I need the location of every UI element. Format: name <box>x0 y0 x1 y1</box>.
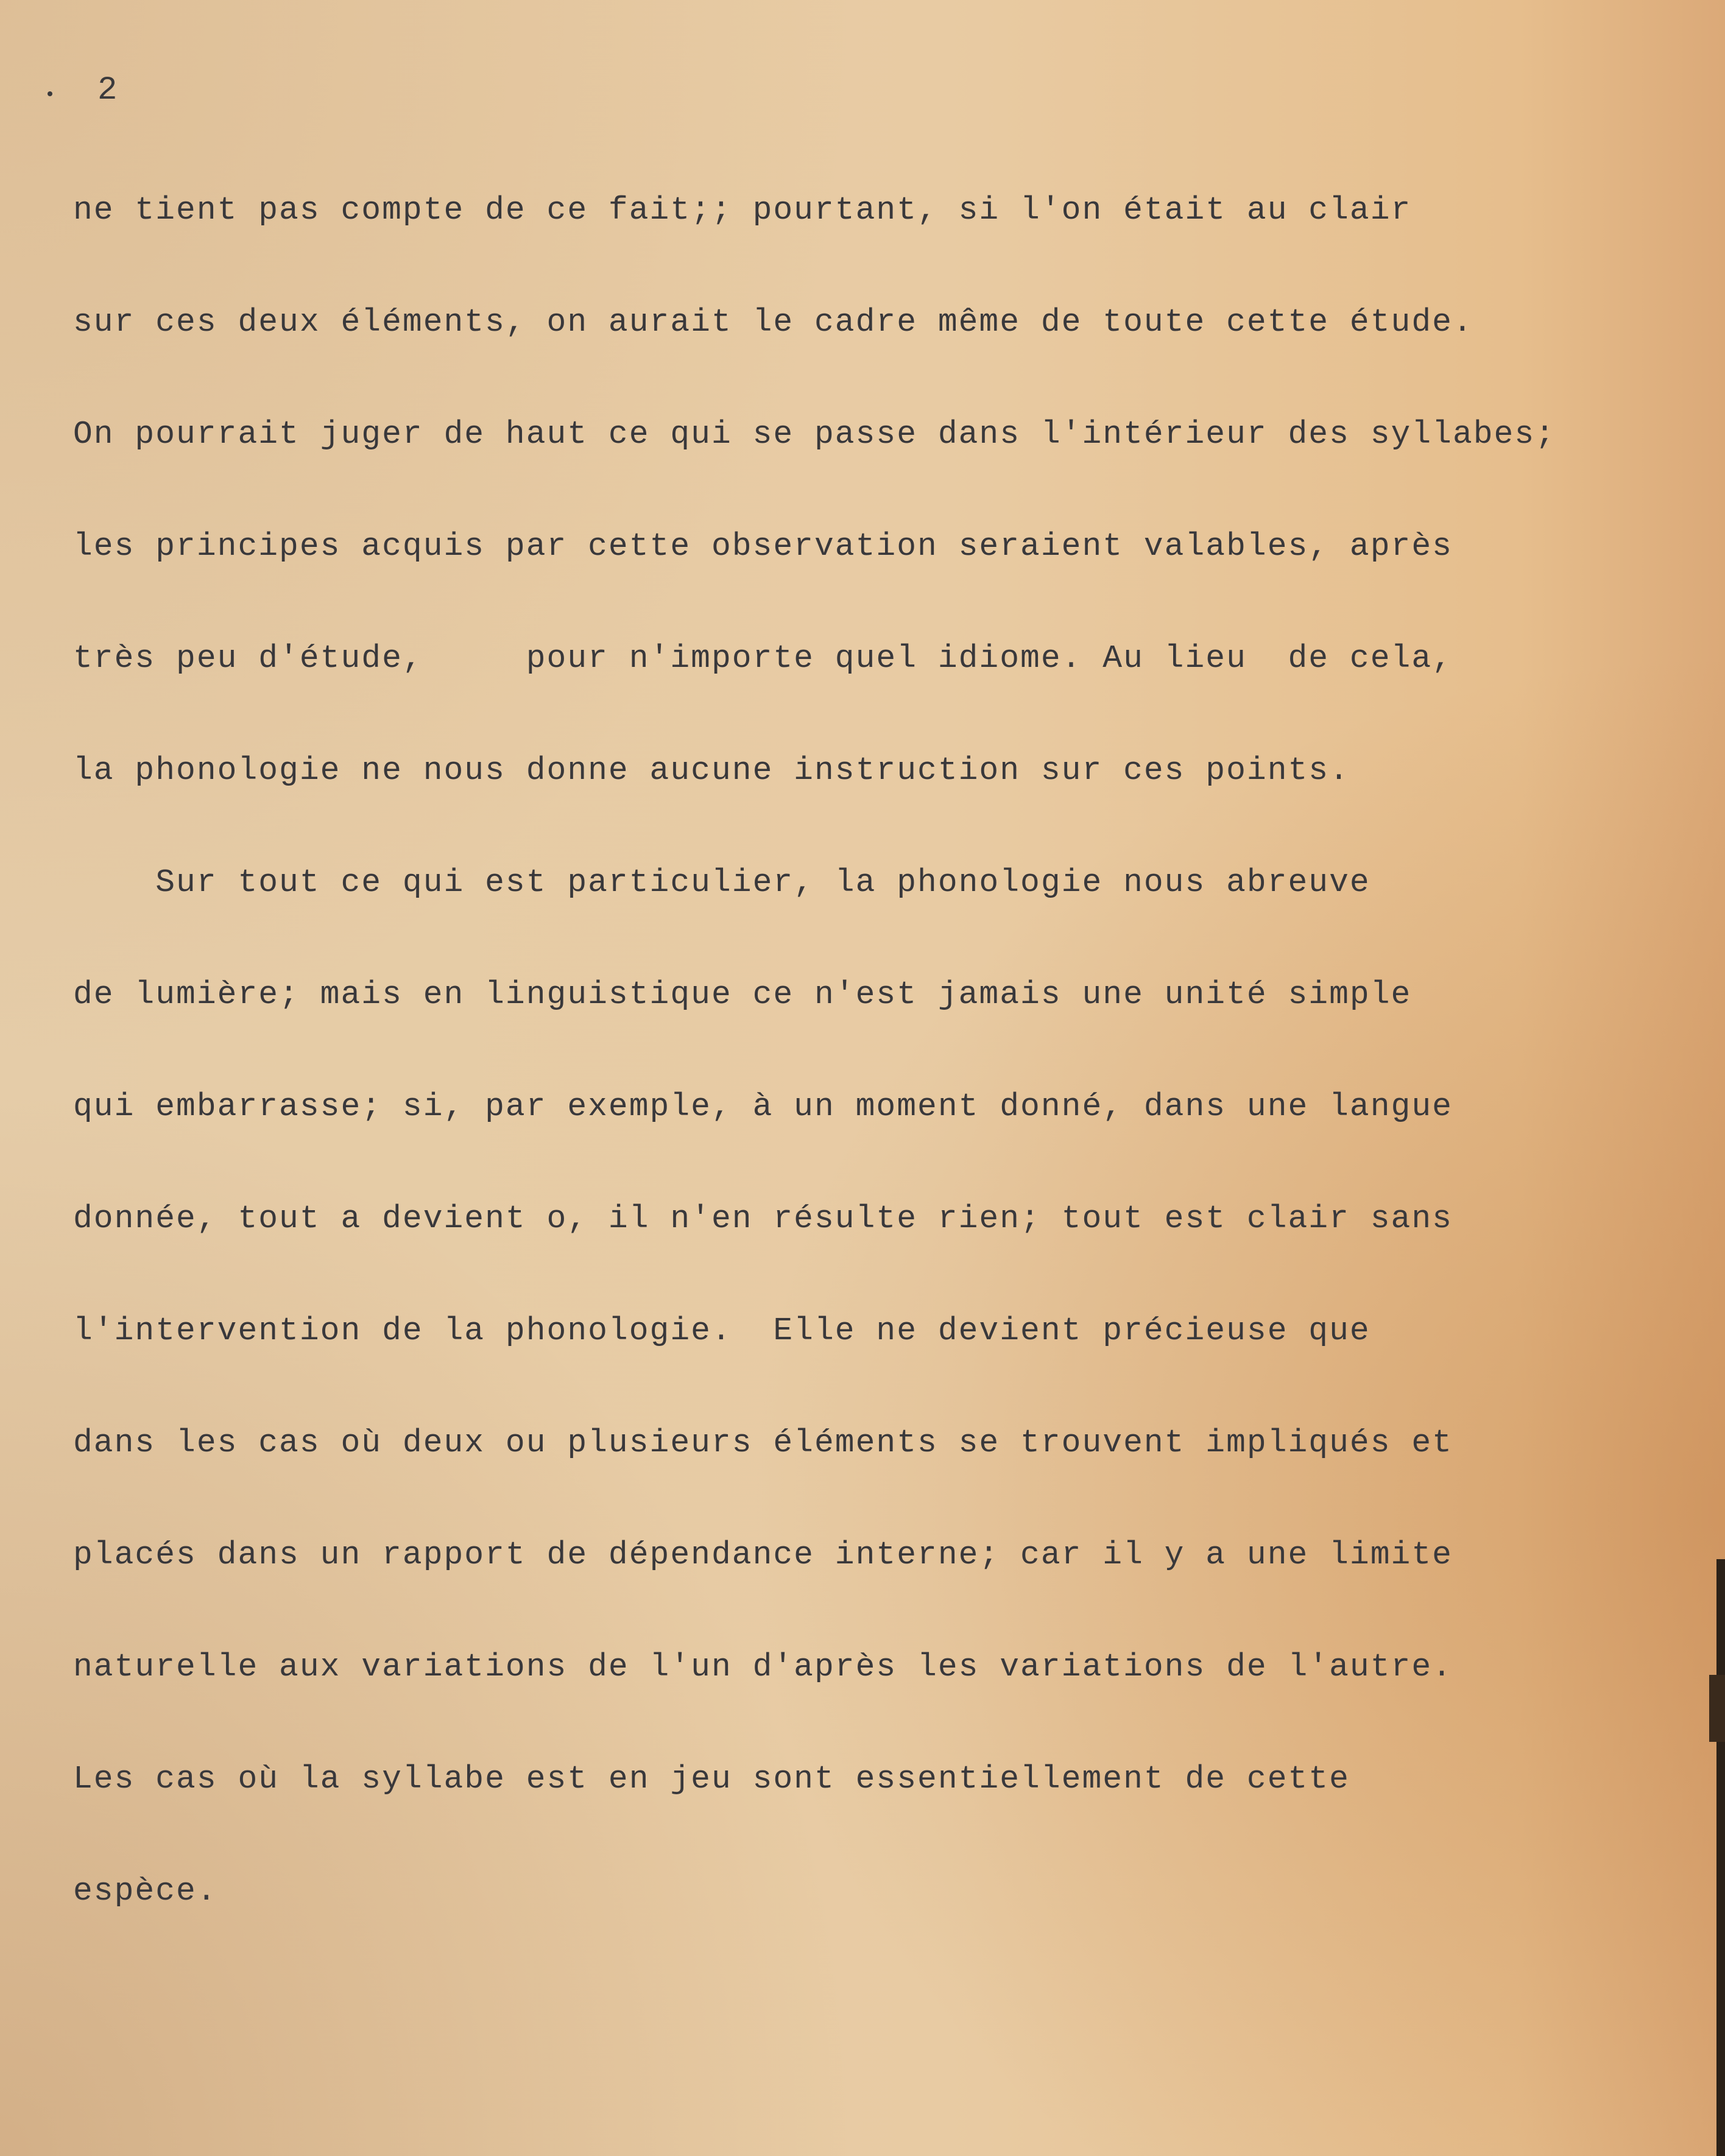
text-line-16: espèce. <box>73 1873 217 1909</box>
text-line-5: très peu d'étude, pour n'importe quel idiome. Au lieu de cela, <box>73 640 1453 677</box>
text-line-15: Les cas où la syllabe est en jeu sont essentiellement de cette <box>73 1761 1350 1797</box>
text-line-2: sur ces deux éléments, on aurait le cadre même de toute cette étude. <box>73 304 1473 340</box>
page-edge-tear <box>1709 1675 1725 1742</box>
page-number: 2 <box>97 72 118 109</box>
text-line-12: dans les cas où deux ou plusieurs éléments se trouvent impliqués et <box>73 1425 1453 1461</box>
text-line-3: On pourrait juger de haut ce qui se passe dans l'intérieur des syllabes; <box>73 416 1556 453</box>
ink-dot <box>48 91 52 96</box>
typed-text-body <box>73 174 1681 1967</box>
text-line-9: qui embarrasse; si, par exemple, à un moment donné, dans une langue <box>73 1088 1453 1125</box>
text-line-4: les principes acquis par cette observation seraient valables, après <box>73 528 1453 565</box>
page-edge-shadow <box>1716 1559 1725 2156</box>
text-line-7: Sur tout ce qui est particulier, la phonologie nous abreuve <box>73 864 1370 901</box>
text-line-8: de lumière; mais en linguistique ce n'est jamais une unité simple <box>73 976 1412 1013</box>
text-line-1: ne tient pas compte de ce fait;; pourtant, si l'on était au clair <box>73 192 1412 228</box>
text-line-6: la phonologie ne nous donne aucune instruction sur ces points. <box>73 752 1350 789</box>
text-line-13: placés dans un rapport de dépendance interne; car il y a une limite <box>73 1537 1453 1573</box>
text-line-14: naturelle aux variations de l'un d'après les variations de l'autre. <box>73 1649 1453 1685</box>
text-line-11: l'intervention de la phonologie. Elle ne devient précieuse que <box>73 1312 1370 1349</box>
text-line-10: donnée, tout a devient o, il n'en résulte rien; tout est clair sans <box>73 1200 1453 1237</box>
